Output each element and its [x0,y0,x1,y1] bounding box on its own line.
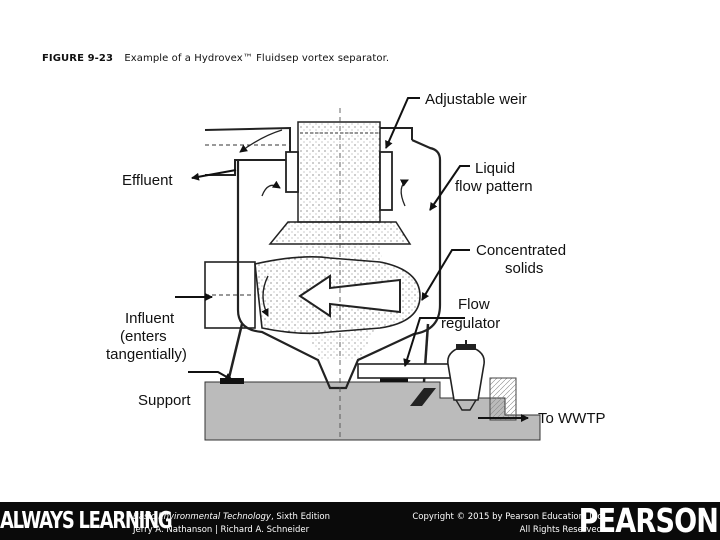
figure-number: FIGURE 9-23 [42,53,114,64]
label-liquid-flow-1: Liquid [475,160,516,177]
label-influent-3: tangentially) [106,346,187,363]
label-adjustable-weir: Adjustable weir [425,91,527,108]
label-effluent: Effluent [122,172,173,189]
copyright-text: Copyright © 2015 by Pearson Education, Inc [412,512,602,522]
book-info [133,511,330,537]
effluent-channel [205,128,290,175]
book-edition: , Sixth Edition [270,512,330,522]
support-leg-left [228,324,242,382]
book-title: Basic Environmental Technology [133,512,271,522]
label-flow-reg-2: regulator [441,315,501,332]
regulator-pipe [358,364,458,378]
label-influent-2: (enters [120,328,167,345]
drain-wall [490,378,516,420]
label-concentrated-1: Concentrated [476,242,567,259]
copyright-info [412,511,602,537]
central-column [298,122,380,222]
flow-regulator [448,346,484,400]
footer-bar [0,502,720,540]
label-liquid-flow-2: flow pattern [455,178,533,195]
pearson-logo: PEARSON [578,501,718,540]
book-authors: Jerry A. Nathanson | Richard A. Schneider [133,525,310,535]
figure-title: Example of a Hydrovex™ Fluidsep vortex separator. [124,53,390,64]
weir-plate [380,152,392,210]
label-flow-reg-1: Flow [458,296,490,313]
pointer-concentrated [422,250,470,300]
label-to-wwtp: To WWTP [538,410,606,427]
rights-text: All Rights Reserved [519,525,602,535]
always-learning-logo: ALWAYS LEARNING [0,508,172,534]
label-influent-1: Influent [125,310,175,327]
label-support: Support [138,392,191,409]
label-concentrated-2: solids [505,260,544,277]
